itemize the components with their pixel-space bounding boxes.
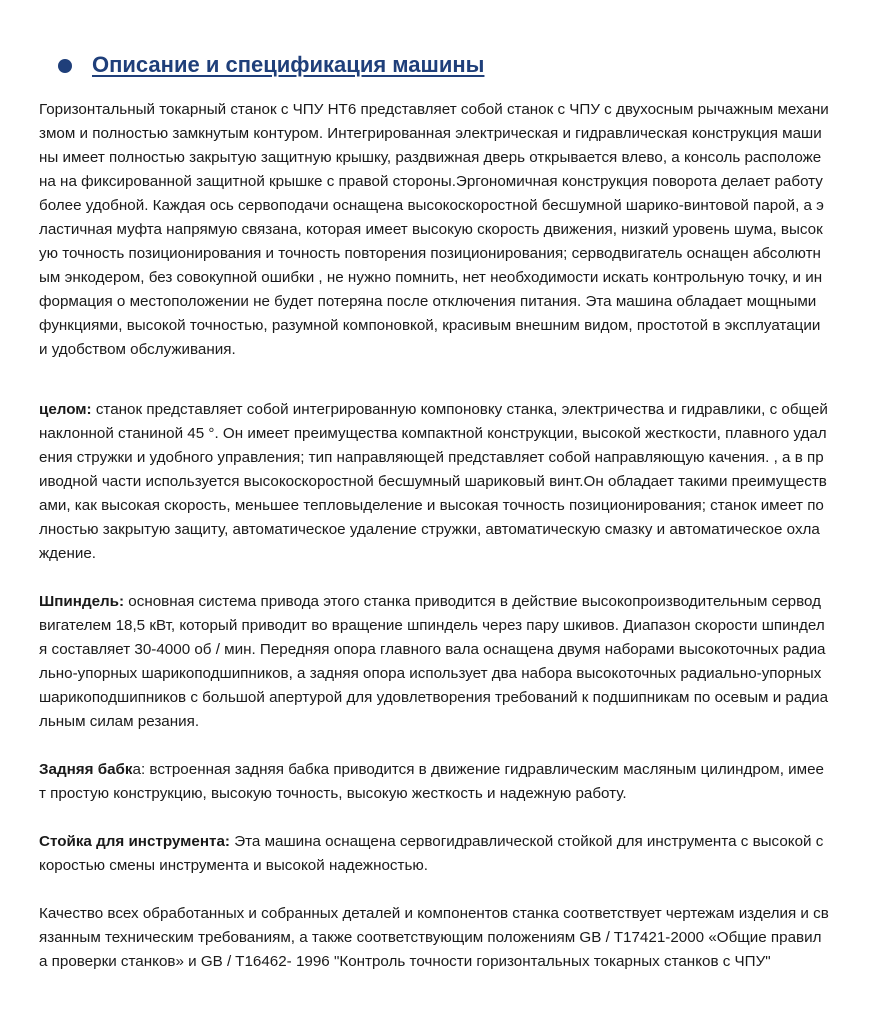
section-spindle bbox=[39, 590, 829, 734]
section-label: Задняя бабк bbox=[39, 761, 133, 778]
section-label: целом: bbox=[39, 401, 92, 418]
section-label: Шпиндель: bbox=[39, 593, 125, 610]
section-text: станок представляет собой интегрированную компоновку станка, электричества и гидравлики, с общей наклонной станиной 45 °. Он имеет преимущества компактной конструкции, высокой жесткости, плавного удаления стружки и удобного управления; тип направляющей представляет собой направляющую качения. , а в приводной части используется высокоскоростной бесшумный шариковый винт.Он обладает такими преимуществами, как высокая скорость, меньшее тепловыделение и высокая точность позиционирования; станок имеет полностью закрытую защиту, автоматическое удаление стружки, автоматическую смазку и автоматическое охлаждение. bbox=[39, 401, 828, 562]
section-text: Эта машина оснащена сервогидравлической стойкой для инструмента с высокой скоростью смены инструмента и высокой надежностью. bbox=[39, 833, 824, 874]
document-body bbox=[39, 98, 829, 974]
section-text: а: встроенная задняя бабка приводится в движение гидравлическим масляным цилиндром, имеет простую конструкцию, высокую точность, высокую жесткость и надежную работу. bbox=[39, 761, 824, 802]
section-tool-turret bbox=[39, 830, 829, 878]
intro-paragraph: Горизонтальный токарный станок с ЧПУ HT6 представляет собой станок с ЧПУ с двухосным рычажным механизмом и полностью замкнутым контуром. Интегрированная электрическая и гидравлическая конструкция машины имеет полностью закрытую защитную крышку, раздвижная дверь открывается влево, а консоль расположена на фиксированной защитной крышке с правой стороны.Эргономичная конструкция поворота делает работу более удобной. Каждая ось сервоподачи оснащена высокоскоростной бесшумной шарико-винтовой парой, а эластичная муфта напрямую связана, которая имеет высокую скорость движения, низкий уровень шума, высокую точность позиционирования и точность повторения позиционирования; серводвигатель оснащен абсолютным энкодером, без совокупной ошибки , не нужно помнить, нет необходимости искать контрольную точку, и информация о местоположении не будет потеряна после отключения питания. Эта машина обладает мощными функциями, высокой точностью, разумной компоновкой, красивым внешним видом, простотой в эксплуатации и удобством обслуживания. bbox=[39, 101, 829, 358]
heading-title: Описание и спецификация машины bbox=[92, 52, 485, 77]
bullet-icon bbox=[58, 59, 72, 73]
section-tailstock bbox=[39, 758, 829, 806]
section-overall bbox=[39, 398, 829, 566]
section-heading bbox=[58, 52, 484, 78]
closing-paragraph: Качество всех обработанных и собранных деталей и компонентов станка соответствует чертежам изделия и связанным техническим требованиям, а также соответствующим положениям GB / T17421-2000 «Общие правила проверки станков» и GB / T16462- 1996 "Контроль точности горизонтальных токарных станков с ЧПУ" bbox=[39, 905, 829, 970]
section-text: основная система привода этого станка приводится в действие высокопроизводительным серводвигателем 18,5 кВт, который приводит во вращение шпиндель через пару шкивов. Диапазон скорости шпинделя составляет 30-4000 об / мин. Передняя опора главного вала оснащена двумя наборами высокоточных радиально-упорных шарикоподшипников, а задняя опора использует два набора высокоточных радиально-упорных шарикоподшипников с большой апертурой для удовлетворения требований к подшипникам по осевым и радиальным силам резания. bbox=[39, 593, 829, 730]
section-label: Стойка для инструмента: bbox=[39, 833, 230, 850]
